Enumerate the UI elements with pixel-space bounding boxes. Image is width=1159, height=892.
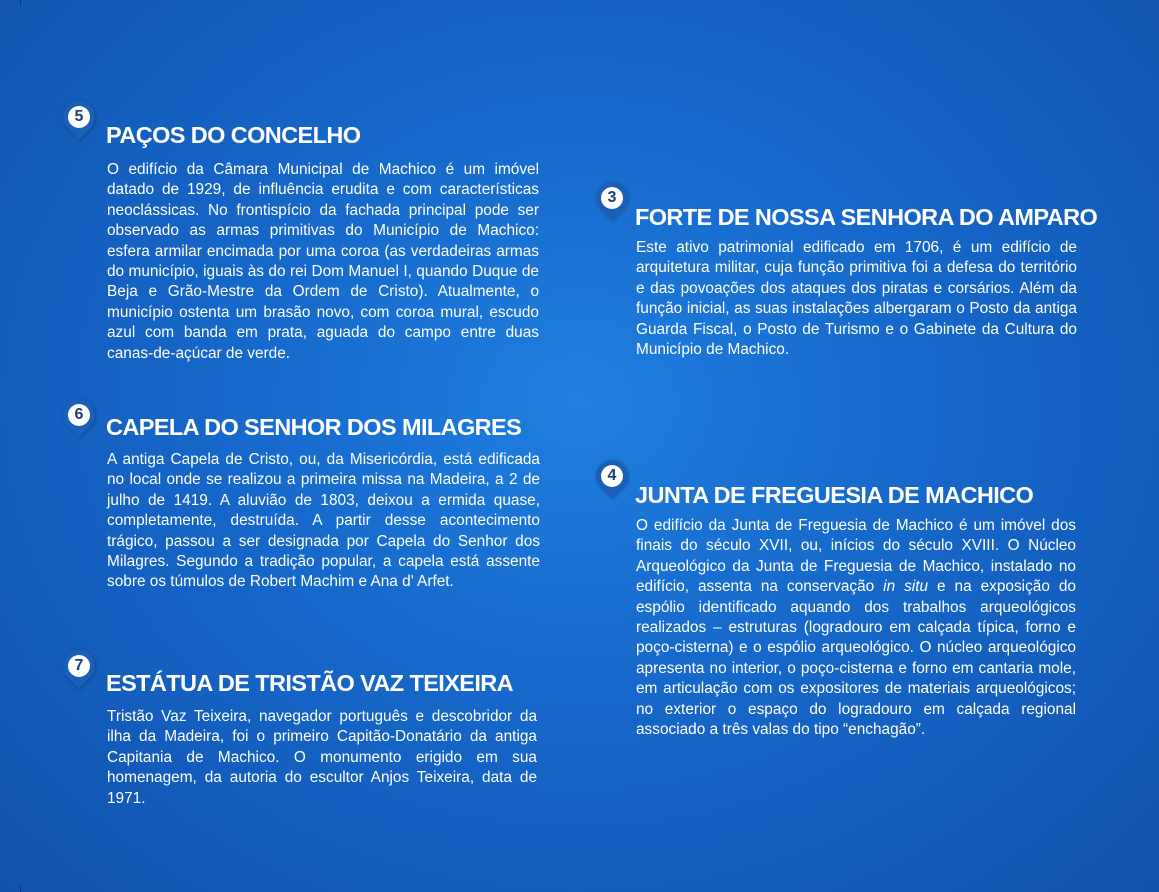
section-title: JUNTA DE FREGUESIA DE MACHICO [635,482,1034,508]
crop-mark-top [20,0,21,6]
pin-number: 5 [68,106,90,128]
section-body: Tristão Vaz Teixeira, navegador português e descobridor da ilha da Madeira, foi o primeiro Capitão-Donatário da antiga Capitania de Machico. O monumento erigido em sua homenagem, da autoria do escultor Anjos Teixeira, data de 1971. [107,708,537,807]
section-body: O edifício da Câmara Municipal de Machico é um imóvel datado de 1929, de influência erudita e com características neoclássicas. No frontispício da fachada principal pode ser observado as armas primitivas do Município de Machico: esfera armilar encimada por uma coroa (as verdadeiras armas do município, iguais às do rei Dom Manuel I, quando Duque de Beja e Grão-Mestre da Ordem de Cristo). Atualmente, o município ostenta um brasão novo, com coroa mural, escudo azul com banda em prata, aguada do campo entre duas canas-de-açúcar de verde. [107,161,539,362]
body-text: O edifício da Junta de Freguesia de Machico é um imóvel dos finais do século XVII, ou, inícios do século XVIII. O Núcleo Arqueológico da Junta de Freguesia de Machico, instalado no edifício, assenta na conservação [636,517,1076,596]
body-text: e na exposição do espólio identificado aquando dos trabalhos arqueológicos realizados – estruturas (logradouro em calçada típica, forno e poço-cisterna) e o espólio arqueológico. O núcleo arqueológico apresenta no interior, o poço-cisterna e forno em cantaria mole, em articulação com os expositores de materiais arqueológicos; no exterior o espaço do logradouro em calçada regional associado a três valas do tipo “enchagão”. [636,578,1076,739]
pin-number: 6 [68,404,90,426]
section-title: FORTE DE NOSSA SENHORA DO AMPARO [635,204,1098,230]
map-pin-icon [56,94,101,139]
crop-mark-bottom [20,886,21,892]
map-pin-icon [589,453,634,498]
pin-number: 4 [601,465,623,487]
map-pin-icon [56,392,101,437]
section-body: Este ativo patrimonial edificado em 1706, é um edifício de arquitetura militar, cuja função primitiva foi a defesa do território e das povoações dos ataques dos piratas e corsários. Além da função inicial, as suas instalações albergaram o Posto da antiga Guarda Fiscal, o Posto de Turismo e o Gabinete da Cultura do Município de Machico. [636,239,1077,359]
pin-number: 3 [601,187,623,209]
section-title: PAÇOS DO CONCELHO [106,122,361,148]
map-pin-icon [56,643,101,688]
body-italic-text: in situ [883,578,929,596]
section-body [636,516,1076,740]
section-body: A antiga Capela de Cristo, ou, da Misericórdia, está edificada no local onde se realizou a primeira missa na Madeira, a 2 de julho de 1419. A aluvião de 1803, deixou a ermida quase, completamente, destruída. A partir desse acontecimento trágico, passou a ser designada por Capela do Senhor dos Milagres. Segundo a tradição popular, a capela está assente sobre os túmulos de Robert Machim e Ana d' Arfet. [107,451,540,591]
pin-number: 7 [68,655,90,677]
section-title: ESTÁTUA DE TRISTÃO VAZ TEIXEIRA [106,670,514,696]
map-pin-icon [589,175,634,220]
section-title: CAPELA DO SENHOR DOS MILAGRES [106,414,522,440]
